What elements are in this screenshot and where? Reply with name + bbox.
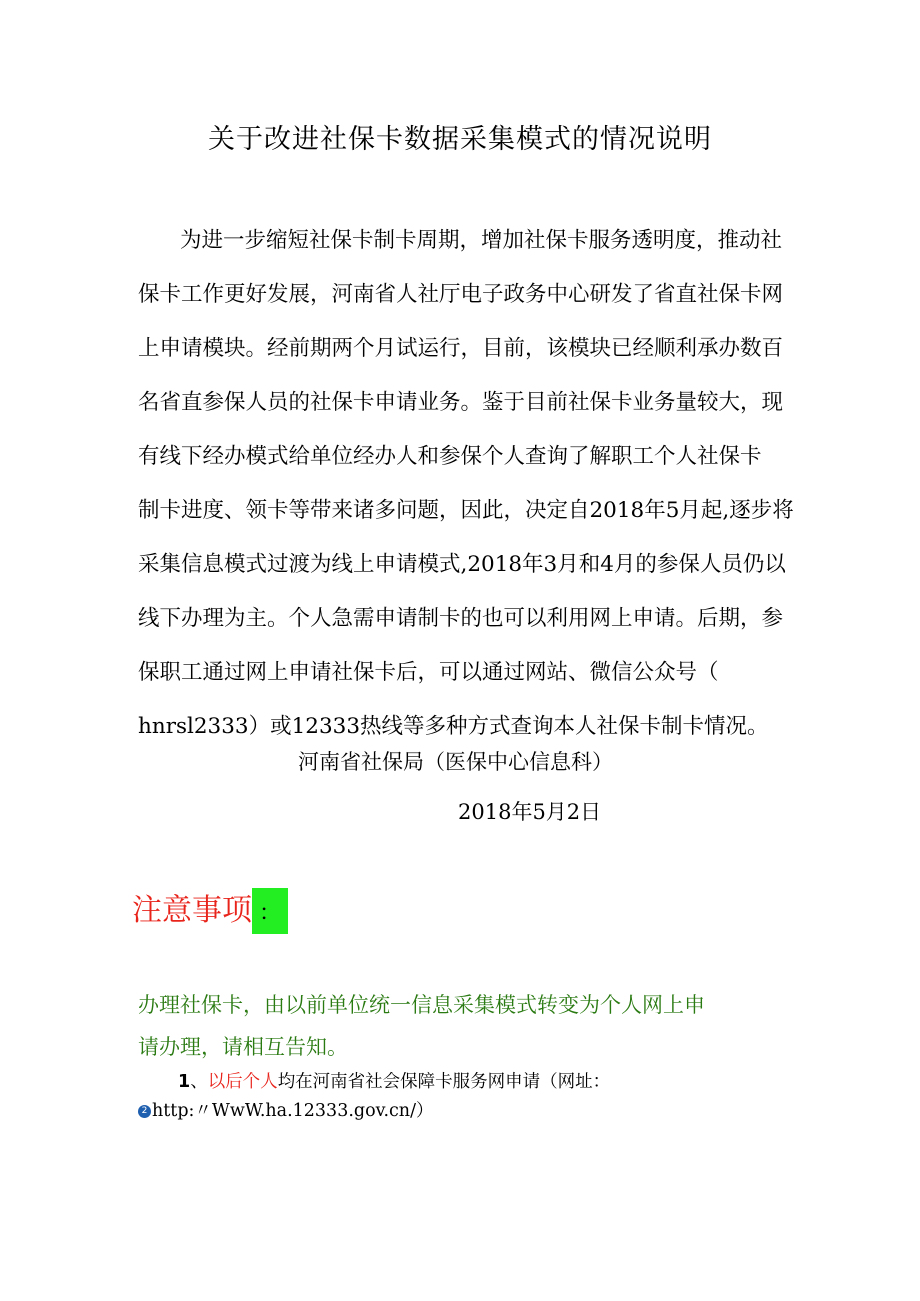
body-line: hnrsl2333）或12333热线等多种方式查询本人社保卡制卡情况。 xyxy=(138,714,769,739)
website-url[interactable]: http:〃WwW.ha.12333.gov.cn/） xyxy=(152,1101,434,1121)
signature-date: 2018年5月2日 xyxy=(458,800,602,824)
body-line: 名省直参保人员的社保卡申请业务。鉴于目前社保卡业务量较大，现 xyxy=(138,390,784,415)
signature-org: 河南省社保局（医保中心信息科） xyxy=(298,750,613,774)
body-paragraph xyxy=(138,214,798,754)
body-line: 制卡进度、领卡等带来诸多问题，因此，决定自2018年5月起,逐步将 xyxy=(138,498,794,523)
body-line: 保职工通过网上申请社保卡后，可以通过网站、微信公众号（ xyxy=(138,660,719,685)
notice-heading-highlight: ： xyxy=(252,888,288,934)
notice-item-1 xyxy=(178,1068,610,1096)
body-line: 上申请模块。经前期两个月试运行，目前，该模块已经顺利承办数百 xyxy=(138,336,784,361)
item-text: 均在河南省社会保障卡服务网申请（网址： xyxy=(277,1072,611,1092)
body-line: 保卡工作更好发展，河南省人社厅电子政务中心研发了省直社保卡网 xyxy=(138,282,784,307)
item-separator: 、 xyxy=(190,1072,208,1092)
notice-line: 办理社保卡，由以前单位统一信息采集模式转变为个人网上申 xyxy=(138,993,705,1017)
notice-heading-text: 注意事项 xyxy=(132,893,252,928)
notice-heading xyxy=(132,888,288,934)
item-number: 1 xyxy=(178,1072,191,1092)
circled-2-icon: 2 xyxy=(138,1105,151,1118)
body-line: 为进一步缩短社保卡制卡周期，增加社保卡服务透明度，推动社 xyxy=(180,228,783,253)
body-line: 线下办理为主。个人急需申请制卡的也可以利用网上申请。后期，参 xyxy=(138,606,784,631)
notice-line: 请办理，请相互告知。 xyxy=(138,1035,348,1059)
body-line: 有线下经办模式给单位经办人和参保个人查询了解职工个人社保卡 xyxy=(138,444,762,469)
url-line xyxy=(138,1097,433,1125)
body-line: 采集信息模式过渡为线上申请模式,2018年3月和4月的参保人员仍以 xyxy=(138,552,786,577)
notice-paragraph xyxy=(138,984,778,1068)
item-red-text: 以后个人 xyxy=(207,1072,278,1092)
document-title: 关于改进社保卡数据采集模式的情况说明 xyxy=(208,124,712,155)
